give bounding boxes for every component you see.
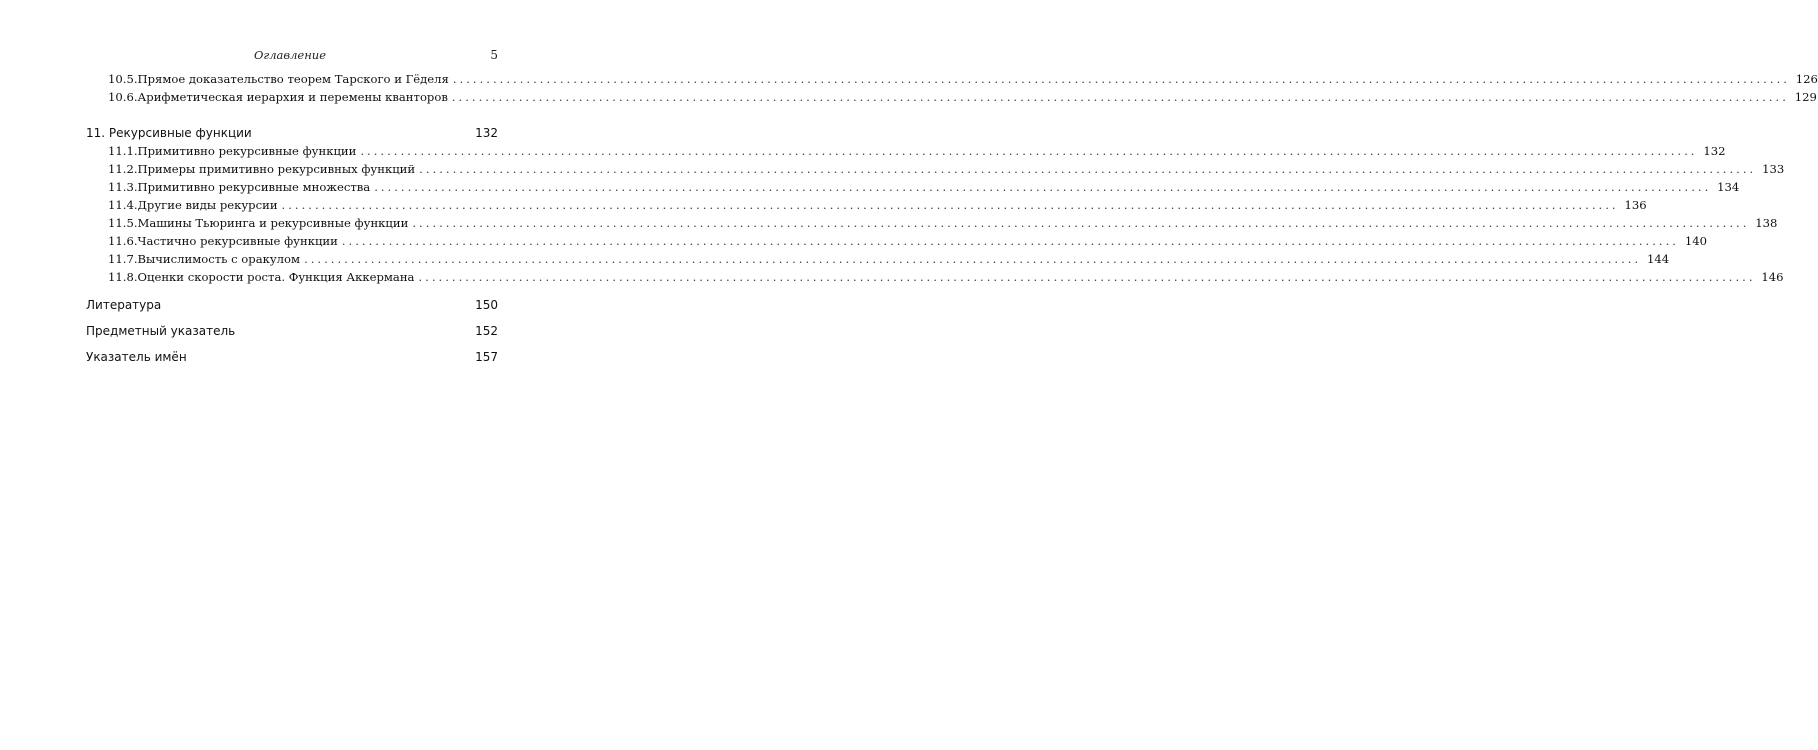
- toc-entry-title: Примеры примитивно рекурсивных функций: [137, 162, 416, 176]
- toc-entry-title: Примитивно рекурсивные множества: [137, 180, 371, 194]
- dot-leader: ........................................................................................................................................................................................................: [360, 144, 1698, 158]
- toc-entry-10-6: [86, 88, 1817, 106]
- toc-entry-number: 11.2.: [108, 162, 138, 176]
- toc-back-title: Литература: [86, 298, 162, 312]
- toc-back-title: Предметный указатель: [86, 324, 236, 338]
- toc-entry-number: 11.3.: [108, 180, 138, 194]
- toc-entry-page: 138: [1755, 216, 1778, 230]
- dot-leader: ........................................................................................................................................................................................................: [281, 198, 1619, 212]
- page-header: [80, 48, 500, 66]
- toc-entry-page: 140: [1684, 234, 1707, 248]
- toc-entry-number: 11.6.: [108, 234, 138, 248]
- page-number: 5: [490, 48, 498, 62]
- toc-entry-11-7: [86, 250, 1670, 268]
- toc-chapter-11: [86, 124, 498, 142]
- toc-entry-title: Прямое доказательство теорем Тарского и Гёделя: [137, 72, 449, 86]
- toc-entry-title: Машины Тьюринга и рекурсивные функции: [137, 216, 409, 230]
- toc-entry-10-5: [86, 70, 1818, 88]
- toc-back-subject-index: [86, 320, 498, 342]
- dot-leader: ........................................................................................................................................................................................................: [304, 252, 1642, 266]
- toc-entry-number: 10.5.: [108, 72, 138, 86]
- toc-chapter-number: 11.: [86, 126, 106, 140]
- toc-entry-number: 11.1.: [108, 144, 138, 158]
- toc-entry-page: 144: [1647, 252, 1670, 266]
- dot-leader: ........................................................................................................................................................................................................: [451, 90, 1789, 104]
- toc-entry-number: 10.6.: [108, 90, 138, 104]
- toc-entry-page: 134: [1717, 180, 1740, 194]
- toc-entry-page: 126: [1795, 72, 1818, 86]
- toc-entry-page: 136: [1624, 198, 1647, 212]
- toc-entry-title: Другие виды рекурсии: [137, 198, 278, 212]
- toc-entry-title: Частично рекурсивные функции: [137, 234, 338, 248]
- toc-back-title: Указатель имён: [86, 350, 187, 364]
- toc-entry-11-3: [86, 178, 1740, 196]
- dot-leader: ........................................................................................................................................................................................................: [452, 72, 1790, 86]
- toc-entry-title: Оценки скорости роста. Функция Аккермана: [137, 270, 415, 284]
- toc-entry-title: Примитивно рекурсивные функции: [137, 144, 357, 158]
- toc-entry-page: 133: [1762, 162, 1785, 176]
- toc-back-page: 150: [475, 298, 498, 312]
- toc-entry-title: Арифметическая иерархия и перемены кванторов: [137, 90, 448, 104]
- toc-chapter-title: Рекурсивные функции: [108, 126, 252, 140]
- toc-entry-number: 11.5.: [108, 216, 138, 230]
- toc-entry-page: 132: [1703, 144, 1726, 158]
- toc-entry-title: Вычислимость с оракулом: [137, 252, 301, 266]
- toc-back-page: 157: [475, 350, 498, 364]
- toc-entry-11-2: [86, 160, 1785, 178]
- toc-back-name-index: [86, 346, 498, 368]
- toc-back-literature: [86, 294, 498, 316]
- toc-entry-11-6: [86, 232, 1707, 250]
- toc-entry-page: 129: [1794, 90, 1817, 104]
- toc-entry-11-4: [86, 196, 1647, 214]
- toc-chapter-page: 132: [475, 126, 498, 140]
- dot-leader: ........................................................................................................................................................................................................: [419, 162, 1757, 176]
- dot-leader: ........................................................................................................................................................................................................: [341, 234, 1679, 248]
- running-title: Оглавление: [253, 48, 327, 62]
- table-of-contents: [86, 70, 1818, 368]
- toc-entry-11-8: [86, 268, 1784, 286]
- toc-entry-11-5: [86, 214, 1778, 232]
- toc-entry-11-1: [86, 142, 1726, 160]
- dot-leader: ........................................................................................................................................................................................................: [374, 180, 1712, 194]
- dot-leader: ........................................................................................................................................................................................................: [412, 216, 1750, 230]
- toc-entry-page: 146: [1761, 270, 1784, 284]
- dot-leader: ........................................................................................................................................................................................................: [418, 270, 1756, 284]
- toc-back-page: 152: [475, 324, 498, 338]
- toc-entry-number: 11.8.: [108, 270, 138, 284]
- toc-entry-number: 11.4.: [108, 198, 138, 212]
- toc-entry-number: 11.7.: [108, 252, 138, 266]
